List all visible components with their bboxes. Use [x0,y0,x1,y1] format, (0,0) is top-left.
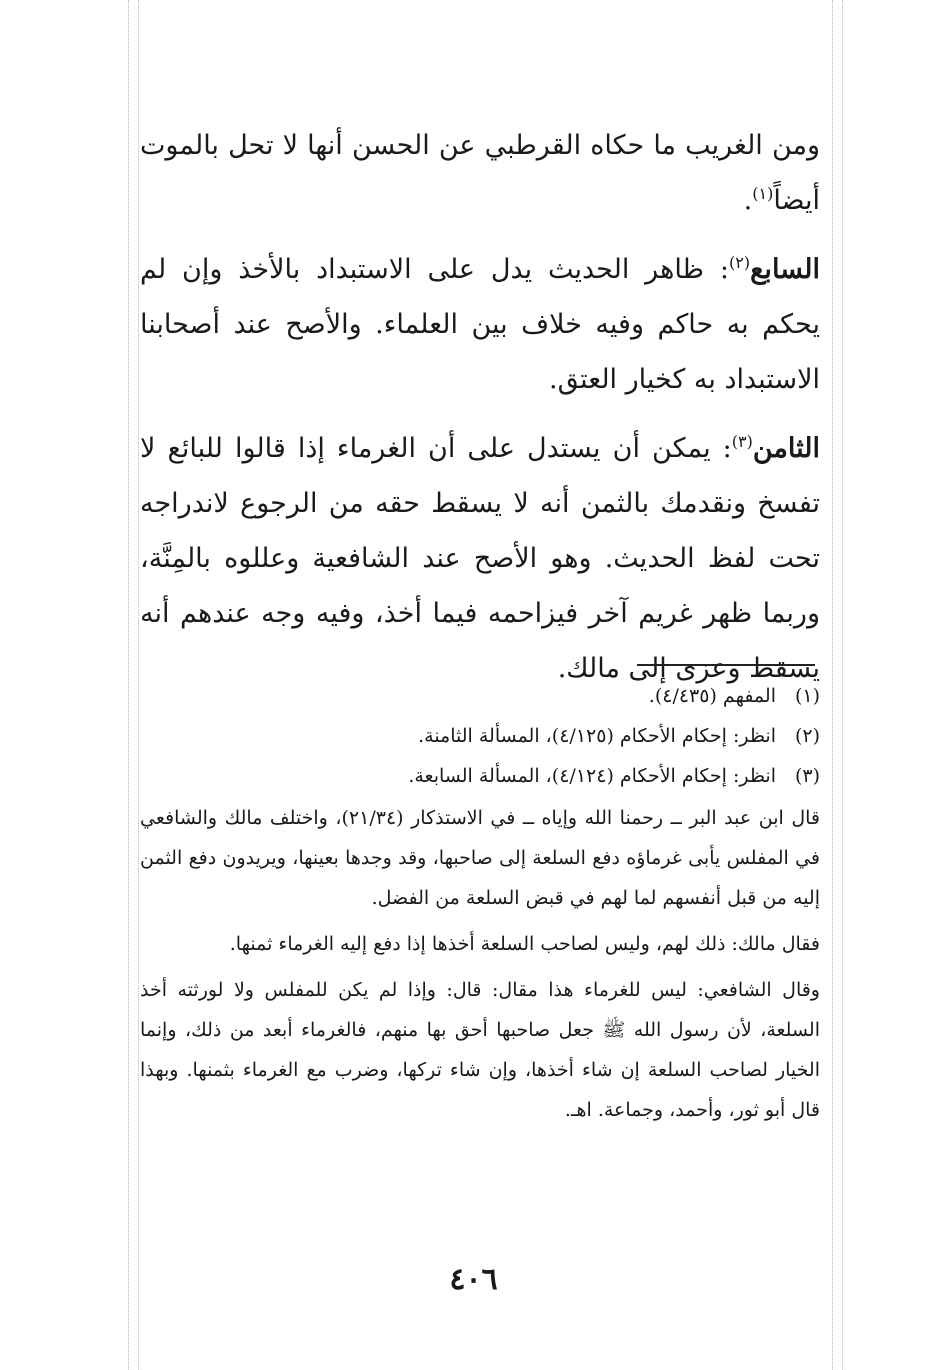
footnote-separator [637,664,815,666]
page-number: ٤٠٦ [449,1262,498,1297]
paragraph-text: : ظاهر الحديث يدل على الاستبداد بالأخذ وإن لم يحكم به حاكم وفيه خلاف بين العلماء. والأصح عند أصحابنا الاستبداد به كخيار العتق. [140,254,820,395]
paragraph-1 [140,118,820,228]
footnote-item [140,676,820,716]
quote-paragraph: قال ابن عبد البر ــ رحمنا الله وإياه ــ في الاستذكار (٢١/٣٤)، واختلف مالك والشافعي في المفلس يأبى غرماؤه دفع السلعة إلى صاحبها، وقد وجدها بعينها، ويريدون دفع الثمن إليه من قبل أنفسهم لما لهم في قبض السلعة من الفضل. [140,807,821,909]
footnote-ref: (١) [752,184,774,203]
paragraph-text: ومن الغريب ما حكاه القرطبي عن الحسن أنها لا تحل بالموت أيضاً [140,130,820,216]
main-text [140,118,820,710]
footnote-ref: (٣) [731,432,753,451]
footnote-quote [140,798,820,1130]
footnote-number: (٣) [794,765,820,787]
paragraph-text: : يمكن أن يستدل على أن الغرماء إذا قالوا للبائع لا تفسخ ونقدمك بالثمن أنه لا يسقط حقه من الرجوع لاندراجه تحت لفظ الحديث. وهو الأصح عند الشافعية وعللوه بالمِنَّة، وربما ظهر غريم آخر فيزاحمه فيما أخذ، وفيه وجه عندهم أنه يسقط وعزى إلى مالك. [140,433,820,684]
footnote-text: انظر: إحكام الأحكام (٤/١٢٥)، المسألة الثامنة. [418,725,776,747]
quote-paragraph: فقال مالك: ذلك لهم، وليس لصاحب السلعة أخذها إذا دفع إليه الغرماء ثمنها. [229,933,820,955]
paragraph-end: . [743,185,753,216]
paragraph-lead: الثامن [752,433,820,464]
footnotes [140,676,820,1136]
quote-paragraph: وقال الشافعي: ليس للغرماء هذا مقال: قال: وإذا لم يكن للمفلس ولا لورثته أخذ السلعة، لأن رسول الله ﷺ جعل صاحبها أحق بها منهم، فالغرماء أبعد من ذلك، وإنما الخيار لصاحب السلعة إن شاء أخذها، وإن شاء تركها، وضرب مع الغرماء بثمنها. وبهذا قال أبو ثور، وأحمد، وجماعة. اهـ. [140,979,820,1121]
scan-artifact-line [138,0,139,1370]
footnote-item [140,756,820,796]
scan-artifact-line [128,0,129,1370]
footnote-number: (١) [794,685,820,707]
paragraph-2 [140,242,820,407]
scan-artifact-line [842,0,843,1370]
footnote-text: انظر: إحكام الأحكام (٤/١٢٤)، المسألة السابعة. [408,765,776,787]
footnote-item [140,716,820,756]
footnote-text: المفهم (٤/٤٣٥). [648,685,776,707]
paragraph-3 [140,421,820,696]
scan-artifact-line [832,0,833,1370]
footnote-ref: (٢) [728,253,751,272]
footnote-number: (٢) [794,725,820,747]
paragraph-lead: السابع [750,254,820,285]
